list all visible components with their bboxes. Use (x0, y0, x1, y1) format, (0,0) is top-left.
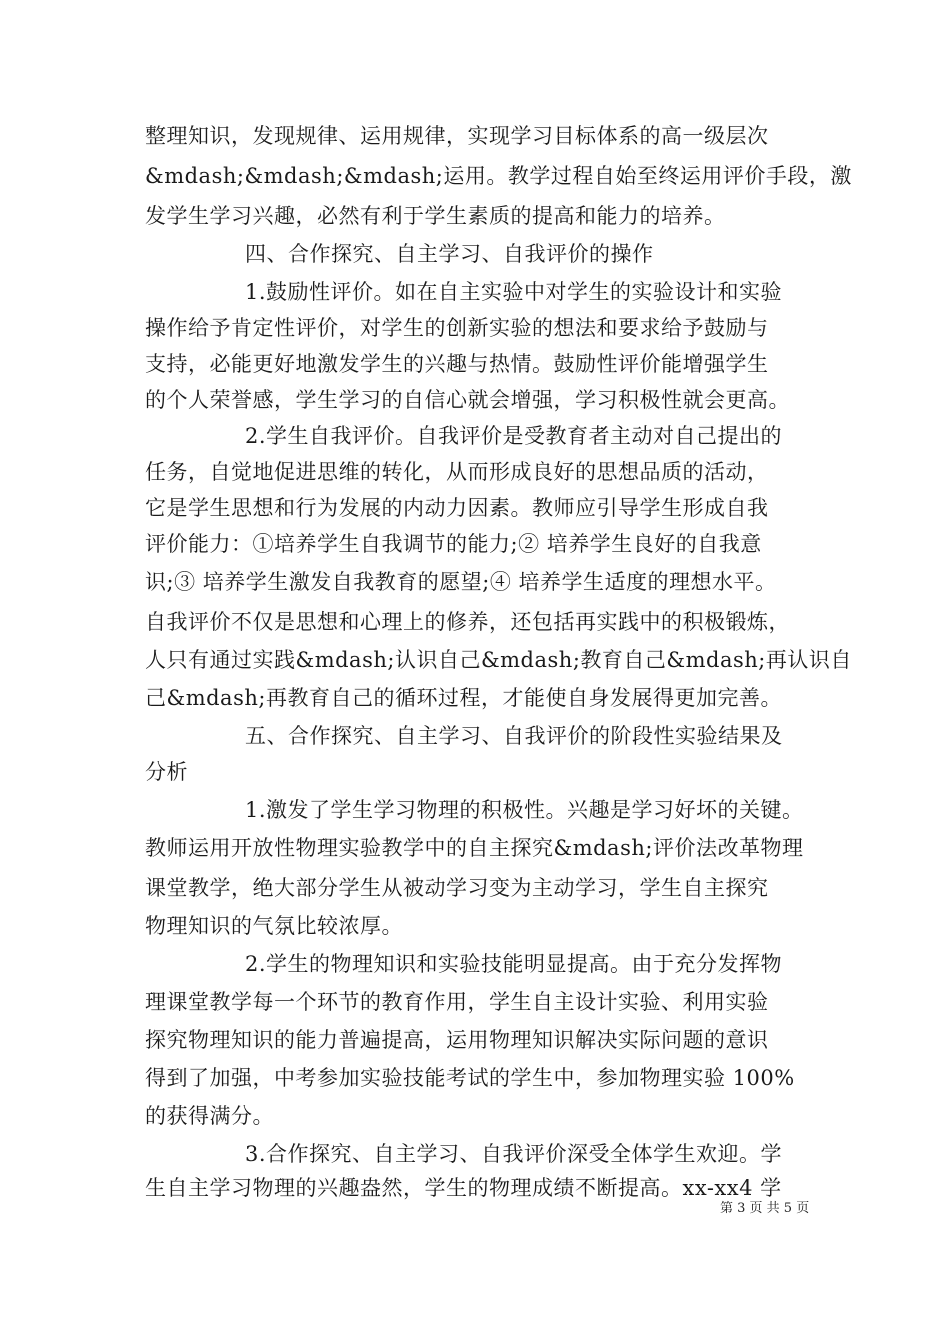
text-line: 3.合作探究、自主学习、自我评价深受全体学生欢迎。学 (245, 1142, 783, 1166)
text-line: 整理知识，发现规律、运用规律，实现学习目标体系的高一级层次 (145, 124, 769, 148)
text-line: 的获得满分。 (145, 1104, 274, 1128)
text-line: 的个人荣誉感，学生学习的自信心就会增强，学习积极性就会更高。 (145, 388, 790, 412)
text-line: &mdash;&mdash;&mdash;运用。教学过程自始至终运用评价手段，激 (145, 164, 852, 188)
section-heading: 四、合作探究、自主学习、自我评价的操作 (245, 242, 654, 266)
text-line: 2.学生的物理知识和实验技能明显提高。由于充分发挥物 (245, 952, 783, 976)
text-line: 1.激发了学生学习物理的积极性。兴趣是学习好坏的关键。 (245, 798, 804, 822)
text-line: 己&mdash;再教育自己的循环过程，才能使自身发展得更加完善。 (145, 686, 782, 710)
text-line: 物理知识的气氛比较浓厚。 (145, 914, 403, 938)
text-line: 2.学生自我评价。自我评价是受教育者主动对自己提出的 (245, 424, 783, 448)
text-line: 评价能力：①培养学生自我调节的能力;② 培养学生良好的自我意 (145, 532, 762, 556)
section-heading: 分析 (145, 760, 188, 784)
text-line: 任务，自觉地促进思维的转化，从而形成良好的思想品质的活动， (145, 460, 769, 484)
text-line: 课堂教学，绝大部分学生从被动学习变为主动学习，学生自主探究 (145, 876, 769, 900)
text-line: 教师运用开放性物理实验教学中的自主探究&mdash;评价法改革物理 (145, 836, 804, 860)
page-number: 第 3 页 共 5 页 (720, 1201, 810, 1216)
text-line: 识;③ 培养学生激发自我教育的愿望;④ 培养学生适度的理想水平。 (145, 570, 777, 594)
text-line: 理课堂教学每一个环节的教育作用，学生自主设计实验、利用实验 (145, 990, 769, 1014)
text-line: 探究物理知识的能力普遍提高，运用物理知识解决实际问题的意识 (145, 1028, 769, 1052)
text-line: 人只有通过实践&mdash;认识自己&mdash;教育自己&mdash;再认识自 (145, 648, 852, 672)
text-line: 发学生学习兴趣，必然有利于学生素质的提高和能力的培养。 (145, 204, 726, 228)
text-line: 操作给予肯定性评价，对学生的创新实验的想法和要求给予鼓励与 (145, 316, 769, 340)
text-line: 得到了加强，中考参加实验技能考试的学生中，参加物理实验 100% (145, 1066, 795, 1090)
text-line: 它是学生思想和行为发展的内动力因素。教师应引导学生形成自我 (145, 496, 769, 520)
text-line: 1.鼓励性评价。如在自主实验中对学生的实验设计和实验 (245, 280, 783, 304)
text-line: 生自主学习物理的兴趣盎然，学生的物理成绩不断提高。xx-xx4 学 (145, 1176, 782, 1200)
section-heading: 五、合作探究、自主学习、自我评价的阶段性实验结果及 (245, 724, 783, 748)
text-line: 支持，必能更好地激发学生的兴趣与热情。鼓励性评价能增强学生 (145, 352, 769, 376)
text-line: 自我评价不仅是思想和心理上的修养，还包括再实践中的积极锻炼， (145, 610, 790, 634)
